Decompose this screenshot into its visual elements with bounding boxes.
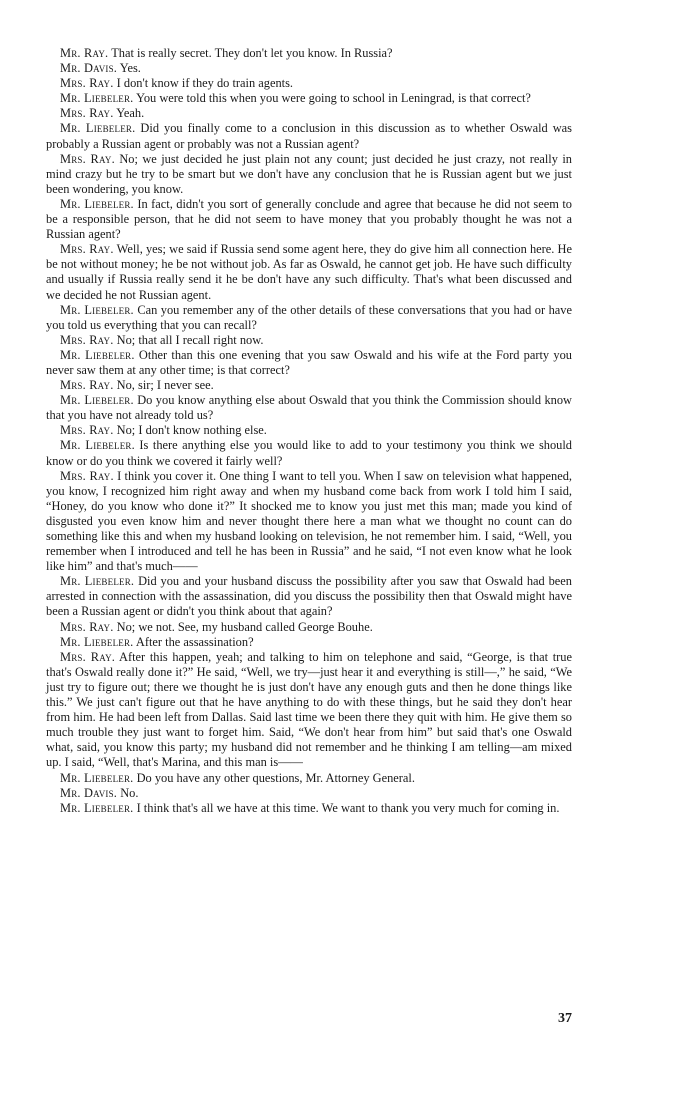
testimony-paragraph: [46, 393, 572, 423]
testimony-paragraph: [46, 121, 572, 151]
page-number: 37: [558, 1011, 572, 1026]
testimony-paragraph: [46, 771, 572, 786]
testimony-paragraph: [46, 106, 572, 121]
speaker-name: Mr. Liebeler.: [60, 196, 134, 211]
testimony-text: No; that all I recall right now.: [113, 332, 264, 347]
testimony-text: That is really secret. They don't let you know. In Russia?: [108, 46, 393, 60]
speaker-name: Mrs. Ray.: [60, 378, 114, 393]
speaker-name: Mr. Liebeler.: [60, 574, 135, 589]
testimony-paragraph: [46, 152, 572, 197]
testimony-text: Did you finally come to a conclusion in this discussion as to whether Oswald was probably a Russian agent or probably was not a Russian agent?: [46, 121, 573, 151]
testimony-text: After the assassination?: [133, 634, 254, 649]
testimony-text: No, sir; I never see.: [113, 378, 214, 393]
testimony-paragraph: [46, 76, 572, 91]
testimony-paragraph: [46, 786, 572, 801]
speaker-name: Mr. Liebeler.: [60, 91, 134, 106]
speaker-name: Mrs. Ray.: [60, 76, 114, 91]
speaker-name: Mrs. Ray.: [60, 649, 116, 664]
testimony-text: No.: [117, 785, 139, 800]
testimony-paragraph: [46, 635, 572, 650]
testimony-paragraph: [46, 574, 572, 619]
testimony-text: After this happen, yeah; and talking to him on telephone and said, “George, is that true that's Oswald really done it?” He said, “Well, we try—just hear it and everything is still—,” he said, “We just try to figure out; there we thought he is just don't have any enough guts and then he done things like this.” We just can't figure out that he have anything to do with these things, but he said they don't hear from him. He had been left from Dallas. Said last time we been there they quit with him. He give them so much trouble they just want to forget him. Said, “We don't hear from him” but said that's one Oswald what, said, you know this party; my husband did not remember and he thinking I am telling—am mixed up. I said, “Well, that's Marina, and this man is——: [46, 649, 572, 770]
speaker-name: Mr. Liebeler.: [60, 770, 134, 785]
speaker-name: Mr. Ray.: [60, 46, 109, 60]
testimony-text: No; I don't know nothing else.: [113, 423, 267, 438]
testimony-text: No; we not. See, my husband called George Bouhe.: [113, 619, 373, 634]
testimony-text: Do you have any other questions, Mr. Attorney General.: [133, 770, 415, 785]
testimony-paragraph: [46, 242, 572, 302]
testimony-paragraph: [46, 650, 572, 771]
testimony-paragraph: [46, 348, 572, 378]
speaker-name: Mr. Liebeler.: [60, 121, 136, 136]
testimony-paragraph: [46, 378, 572, 393]
testimony-paragraph: [46, 333, 572, 348]
speaker-name: Mrs. Ray.: [60, 619, 114, 634]
speaker-name: Mrs. Ray.: [60, 332, 114, 347]
speaker-name: Mrs. Ray.: [60, 106, 114, 121]
testimony-text: Do you know anything else about Oswald that you think the Commission should know that you have not already told us?: [46, 393, 572, 423]
testimony-paragraph: [46, 61, 572, 76]
testimony-paragraph: [46, 438, 572, 468]
speaker-name: Mr. Liebeler.: [60, 634, 134, 649]
testimony-paragraph: [46, 46, 572, 61]
speaker-name: Mrs. Ray.: [60, 468, 114, 483]
speaker-name: Mr. Davis.: [60, 61, 118, 76]
testimony-paragraph: [46, 620, 572, 635]
testimony-text: Did you and your husband discuss the possibility after you saw that Oswald had been arrested in connection with the assassination, did you discuss the possibility then that Oswald might have been a Russian agent or didn't you think about that again?: [46, 574, 572, 619]
testimony-paragraph: [46, 469, 572, 575]
speaker-name: Mr. Liebeler.: [60, 347, 135, 362]
speaker-name: Mrs. Ray.: [60, 242, 114, 257]
testimony-paragraph: [46, 91, 572, 106]
testimony-text: Can you remember any of the other details of these conversations that you had or have you told us everything that you can recall?: [46, 302, 572, 332]
speaker-name: Mr. Davis.: [60, 785, 118, 800]
testimony-text: Yeah.: [113, 106, 145, 121]
speaker-name: Mrs. Ray.: [60, 151, 115, 166]
speaker-name: Mr. Liebeler.: [60, 302, 134, 317]
testimony-text: In fact, didn't you sort of generally conclude and agree that because he did not seem to be a responsible person, that he did not seem to have money that you probably thought he was not a Russian agent?: [46, 196, 572, 242]
speaker-name: Mrs. Ray.: [60, 423, 114, 438]
testimony-text: Other than this one evening that you saw Oswald and his wife at the Ford party you never saw them at any other time; is that correct?: [46, 347, 572, 377]
speaker-name: Mr. Liebeler.: [60, 393, 134, 408]
testimony-text: Well, yes; we said if Russia send some agent here, they do give him all connection here. He be not without money; he be not without job. As far as Oswald, he cannot get job. He have such difficulty and usually if Russia really send it he be don't have any such difficulty. That's what been discussed and we decided he not Russian agent.: [46, 242, 572, 302]
testimony-paragraph: [46, 423, 572, 438]
speaker-name: Mr. Liebeler.: [60, 800, 134, 815]
transcript-body: [46, 46, 572, 816]
testimony-text: I think that's all we have at this time. We want to thank you very much for coming in.: [133, 800, 560, 815]
testimony-text: I don't know if they do train agents.: [113, 76, 294, 91]
testimony-paragraph: [46, 801, 572, 816]
testimony-text: I think you cover it. One thing I want to tell you. When I saw on television what happened, you know, I recognized him right away and when my husband come back from work I told him I said, “Honey, do you know who done it?” It shocked me to know you just met this man; made you kind of disgusted you even know him and never thought there here a man what we thought no count can do something like this and when my husband looking on television, he not remember him. I said, “Well, you remember when I introduced and tell he has been in Russia” and he said, “I not even know what he look like him” and that's much——: [46, 468, 572, 574]
testimony-text: No; we just decided he just plain not any count; just decided he just crazy, not really in mind crazy but he try to be smart but we don't have any conclusion that he is Russian agent but we just been wondering, you know.: [46, 151, 572, 196]
testimony-text: You were told this when you were going to school in Leningrad, is that correct?: [133, 91, 531, 106]
testimony-text: Is there anything else you would like to add to your testimony you think we should know or do you think we covered it fairly well?: [46, 438, 572, 468]
testimony-paragraph: [46, 197, 572, 242]
speaker-name: Mr. Liebeler.: [60, 438, 135, 453]
testimony-text: Yes.: [117, 61, 141, 76]
testimony-paragraph: [46, 303, 572, 333]
